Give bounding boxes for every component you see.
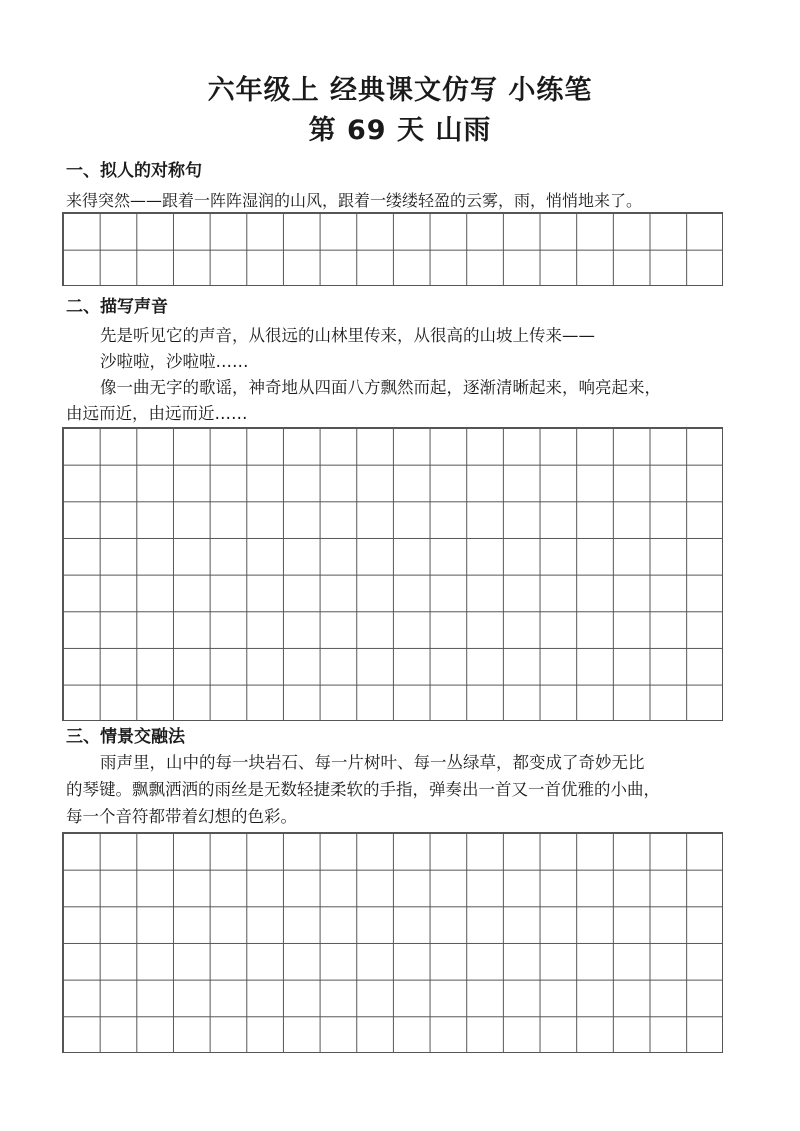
section-2-text-line-4: 由远而近，由远而近…… xyxy=(66,404,248,423)
section-3-text-line-1: 雨声里，山中的每一块岩石、每一片树叶、每一丛绿草，都变成了奇妙无比 xyxy=(100,753,645,772)
section-3-text-line-2: 的琴键。飘飘洒洒的雨丝是无数轻捷柔软的手指，弹奏出一首又一首优雅的小曲， xyxy=(66,780,660,799)
section-heading-1: 一、拟人的对称句 xyxy=(66,161,202,181)
section-2-text-line-1: 先是听见它的声音，从很远的山林里传来，从很高的山坡上传来—— xyxy=(100,326,595,345)
section-heading-2: 二、描写声音 xyxy=(66,297,168,317)
writing-grid-3[interactable] xyxy=(62,832,723,1053)
section-3-text-line-3: 每一个音符都带着幻想的色彩。 xyxy=(66,807,297,826)
section-2-text-line-3: 像一曲无字的歌谣，神奇地从四面八方飘然而起，逐渐清晰起来，响亮起来， xyxy=(100,378,661,397)
page-title: 六年级上 经典课文仿写 小练笔 xyxy=(207,75,593,106)
writing-grid-2[interactable] xyxy=(62,427,723,721)
section-1-text-line: 来得突然——跟着一阵阵湿润的山风，跟着一缕缕轻盈的云雾，雨，悄悄地来了。 xyxy=(66,191,643,210)
page-subtitle: 第 69 天 山雨 xyxy=(308,115,492,146)
writing-grid-1[interactable] xyxy=(62,212,723,286)
section-heading-3: 三、情景交融法 xyxy=(66,727,185,747)
section-2-text-line-2: 沙啦啦，沙啦啦…… xyxy=(100,352,249,371)
